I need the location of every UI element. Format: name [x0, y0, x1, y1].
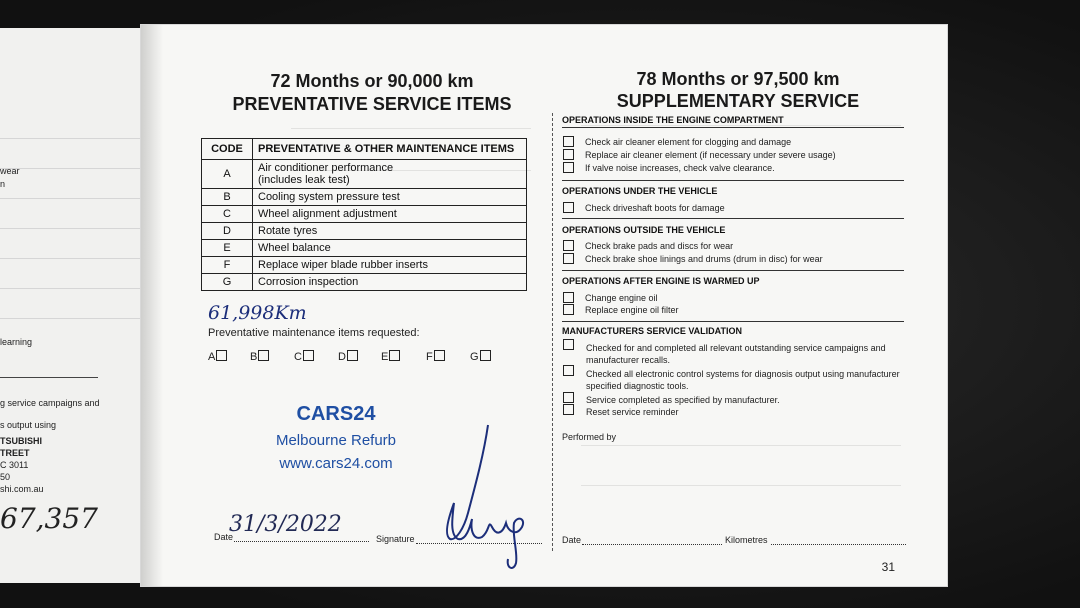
requested-item-checkbox-e[interactable]	[381, 350, 400, 363]
checkbox[interactable]	[563, 136, 574, 147]
signature-label: Signature	[376, 534, 415, 544]
checkbox-letter: G	[470, 351, 479, 363]
requested-item-checkbox-b[interactable]	[250, 350, 269, 363]
row-item-line: Air conditioner performance	[258, 162, 394, 174]
left-page-fragment: 50	[0, 472, 11, 482]
checkbox-letter: C	[294, 351, 302, 363]
checkbox[interactable]	[563, 304, 574, 315]
section-heading: OPERATIONS UNDER THE VEHICLE	[562, 186, 718, 196]
checklist-label: Service completed as specified by manufacturer.	[586, 395, 780, 405]
section-rule	[562, 270, 904, 271]
row-item: Replace wiper blade rubber inserts	[253, 257, 527, 274]
row-item: Wheel alignment adjustment	[253, 206, 527, 223]
checkbox-letter: D	[338, 351, 346, 363]
checklist-item[interactable]	[563, 136, 791, 147]
checklist-label: If valve noise increases, check valve clearance.	[585, 163, 775, 173]
date-label: Date	[214, 532, 234, 542]
date-label: Date	[562, 535, 582, 545]
dealer-stamp-website: www.cars24.com	[279, 455, 393, 472]
row-item-line: (includes leak test)	[258, 174, 350, 186]
column-header-code: CODE	[202, 139, 253, 160]
checkbox[interactable]	[563, 392, 574, 403]
checklist-label: Reset service reminder	[586, 407, 679, 417]
handwritten-kilometres: 61,998Km	[208, 302, 307, 324]
left-page-fragment: learning	[0, 337, 33, 347]
left-page-fragment: C 3011	[0, 460, 29, 470]
page-gutter	[141, 25, 163, 586]
checkbox[interactable]	[258, 350, 269, 361]
handwritten-date: 31/3/2022	[229, 512, 342, 537]
preventative-items-table	[201, 138, 527, 291]
handwritten-odometer: 67,357	[0, 502, 98, 535]
row-item: Rotate tyres	[253, 223, 527, 240]
left-page-fragment: s output using	[0, 420, 57, 430]
checkbox[interactable]	[563, 162, 574, 173]
checkbox[interactable]	[563, 292, 574, 303]
left-page-fragment: n	[0, 179, 6, 189]
section-divider	[552, 113, 554, 551]
left-title-interval: 72 Months or 90,000 km	[270, 71, 474, 91]
dealer-stamp-location: Melbourne Refurb	[275, 432, 397, 449]
requested-item-checkbox-d[interactable]	[338, 350, 358, 363]
checklist-item[interactable]	[563, 304, 679, 315]
row-code: D	[202, 223, 253, 240]
performed-by-label: Performed by	[562, 432, 617, 442]
checkbox[interactable]	[563, 404, 574, 415]
section-rule	[562, 218, 904, 219]
page-number: 31	[881, 560, 895, 574]
checkbox[interactable]	[434, 350, 445, 361]
row-code: F	[202, 257, 253, 274]
checkbox-letter: E	[381, 351, 389, 363]
section-rule	[562, 127, 904, 128]
checkbox[interactable]	[480, 350, 491, 361]
requested-item-checkbox-g[interactable]	[470, 350, 491, 363]
checklist-label: Check brake pads and discs for wear	[585, 241, 734, 251]
table-row	[202, 240, 527, 257]
column-header-items: PREVENTATIVE & OTHER MAINTENANCE ITEMS	[253, 139, 527, 160]
section-heading: MANUFACTURERS SERVICE VALIDATION	[562, 326, 743, 336]
left-page-fragment: shi.com.au	[0, 484, 44, 494]
previous-page	[0, 28, 161, 583]
checklist-item[interactable]	[563, 202, 725, 213]
section-heading: OPERATIONS AFTER ENGINE IS WARMED UP	[562, 276, 760, 286]
row-code: A	[202, 160, 253, 189]
checkbox[interactable]	[563, 240, 574, 251]
checkbox[interactable]	[563, 202, 574, 213]
checkbox[interactable]	[563, 253, 574, 264]
checklist-label: Checked for and completed all relevant outstanding service campaigns and manufacturer recalls.	[586, 343, 886, 365]
row-code: C	[202, 206, 253, 223]
right-title: SUPPLEMENTARY SERVICE	[616, 91, 860, 111]
kilometres-label: Kilometres	[725, 535, 768, 545]
row-code: E	[202, 240, 253, 257]
checkbox[interactable]	[563, 365, 574, 376]
left-title: PREVENTATIVE SERVICE ITEMS	[232, 94, 512, 114]
checklist-item[interactable]	[563, 149, 836, 160]
dealer-stamp-name: CARS24	[296, 403, 376, 425]
checkbox-letter: A	[208, 351, 216, 363]
checklist-label: Replace engine oil filter	[585, 305, 679, 315]
row-item: Corrosion inspection	[253, 274, 527, 291]
checklist-item[interactable]	[563, 292, 658, 303]
signature-mark	[426, 423, 546, 573]
checklist-label: Check driveshaft boots for damage	[585, 203, 725, 213]
checklist-item[interactable]	[563, 162, 775, 173]
row-item: Cooling system pressure test	[253, 189, 527, 206]
checklist-item[interactable]	[563, 253, 823, 264]
checklist-label: Change engine oil	[585, 293, 658, 303]
table-row	[202, 274, 527, 291]
checkbox[interactable]	[389, 350, 400, 361]
requested-items-label: Preventative maintenance items requested:	[208, 327, 420, 339]
requested-item-checkbox-a[interactable]	[208, 350, 227, 363]
row-code: G	[202, 274, 253, 291]
requested-item-checkbox-c[interactable]	[294, 350, 314, 363]
requested-item-checkbox-f[interactable]	[426, 350, 445, 363]
table-row	[202, 206, 527, 223]
section-rule	[562, 321, 904, 322]
checklist-item[interactable]	[563, 240, 733, 251]
section-heading: OPERATIONS INSIDE THE ENGINE COMPARTMENT	[562, 115, 784, 125]
service-page	[140, 24, 948, 587]
table-row	[202, 257, 527, 274]
date-line	[234, 541, 369, 542]
checkbox-letter: F	[426, 351, 433, 363]
row-item: Wheel balance	[253, 240, 527, 257]
checkbox[interactable]	[303, 350, 314, 361]
left-page-fragment: TSUBISHI	[0, 436, 43, 446]
kilometres-line	[771, 544, 906, 545]
section-heading: OPERATIONS OUTSIDE THE VEHICLE	[562, 225, 726, 235]
checklist-label: Check brake shoe linings and drums (drum in disc) for wear	[585, 254, 823, 264]
section-rule	[562, 180, 904, 181]
checkbox-letter: B	[250, 351, 258, 363]
left-page-fragment: g service campaigns and	[0, 398, 100, 408]
table-row	[202, 223, 527, 240]
right-title-interval: 78 Months or 97,500 km	[636, 69, 840, 89]
checkbox[interactable]	[563, 149, 574, 160]
row-code: B	[202, 189, 253, 206]
checkbox[interactable]	[347, 350, 358, 361]
table-row	[202, 160, 527, 189]
row-item	[253, 160, 527, 189]
table-header-row	[202, 139, 527, 160]
date-line	[582, 544, 722, 545]
checkbox[interactable]	[563, 339, 574, 350]
checkbox[interactable]	[216, 350, 227, 361]
table-row	[202, 189, 527, 206]
left-page-fragment: wear	[0, 166, 20, 176]
left-page-fragment: TREET	[0, 448, 30, 458]
checklist-label: Replace air cleaner element (if necessary under severe usage)	[585, 150, 836, 160]
checklist-label: Checked all electronic control systems for diagnosis output using manufacturer specified diagnostic tools.	[586, 369, 900, 391]
checklist-label: Check air cleaner element for clogging and damage	[585, 137, 792, 147]
